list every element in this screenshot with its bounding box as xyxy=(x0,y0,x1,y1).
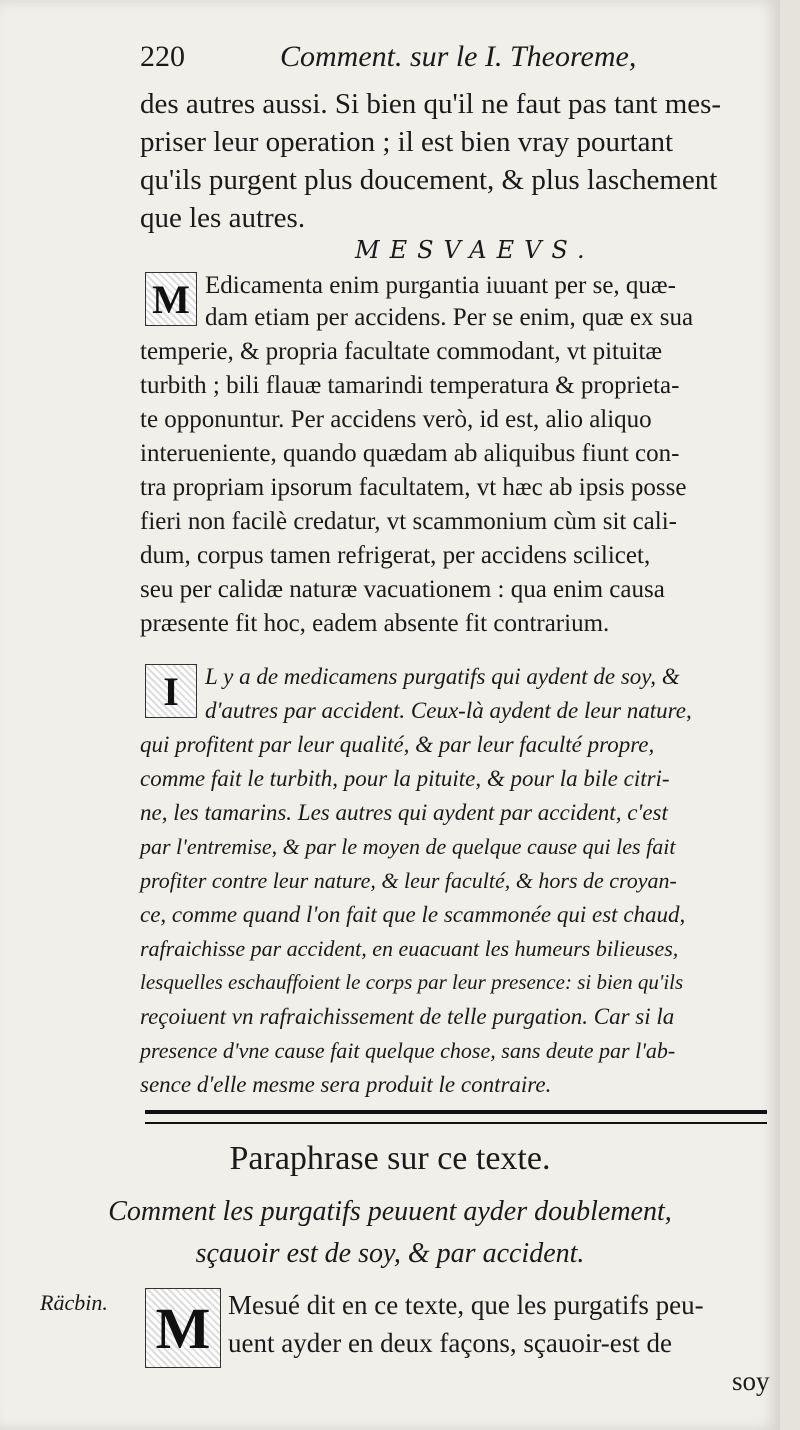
text-line: presence d'vne cause fait quelque chose, sans deute par l'ab- xyxy=(140,1038,676,1063)
text-line: qu'ils purgent plus doucement, & plus laschement xyxy=(140,164,718,196)
text-line: Mesué dit en ce texte, que les purgatifs peu- xyxy=(228,1290,704,1320)
text-line: soy xyxy=(732,1366,770,1396)
margin-note: Räcbin. xyxy=(40,1290,108,1315)
text-line: rafraichisse par accident, en euacuant les humeurs bilieuses, xyxy=(140,936,679,961)
text-line: des autres aussi. Si bien qu'il ne faut pas tant mes- xyxy=(140,88,722,120)
text-line: tra propriam ipsorum facultatem, vt hæc ab ipsis posse xyxy=(140,474,687,501)
text-line: profiter contre leur nature, & leur faculté, & hors de croyan- xyxy=(140,868,677,893)
text-line: temperie, & propria facultate commodant, vt pituitæ xyxy=(140,338,663,365)
text-line: priser leur operation ; il est bien vray pourtant xyxy=(140,126,674,158)
text-line: præsente fit hoc, eadem absente fit contrarium. xyxy=(140,610,610,637)
text-line: comme fait le turbith, pour la pituite, & pour la bile citri- xyxy=(140,766,670,791)
text-line: L y a de medicamens purgatifs qui aydent de soy, & xyxy=(205,664,680,689)
running-header xyxy=(140,40,750,80)
text-line: d'autres par accident. Ceux-là aydent de leur nature, xyxy=(205,698,692,723)
text-line: uent ayder en deux façons, sçauoir-est de xyxy=(228,1328,673,1358)
text-line: seu per calidæ naturæ vacuationem : qua enim causa xyxy=(140,576,665,603)
text-line: turbith ; bili flauæ tamarindi temperatura & proprieta- xyxy=(140,372,680,399)
text-line: Edicamenta enim purgantia iuuant per se, quæ- xyxy=(205,272,676,299)
page-number: 220 xyxy=(140,40,185,73)
text-line: interueniente, quando quædam ab aliquibus fiunt con- xyxy=(140,440,680,467)
text-line: dam etiam per accidens. Per se enim, quæ ex sua xyxy=(205,304,694,331)
running-head: Comment. sur le I. Theoreme, xyxy=(280,40,637,73)
text-line: ne, les tamarins. Les autres qui aydent par accident, c'est xyxy=(140,800,668,825)
text-line: dum, corpus tamen refrigerat, per accidens scilicet, xyxy=(140,542,651,569)
drop-cap-m: M xyxy=(145,272,197,326)
paraphrase-title: Paraphrase sur ce texte. xyxy=(229,1140,551,1177)
section-rule xyxy=(145,1110,767,1124)
drop-cap-i: I xyxy=(145,664,197,718)
paraphrase-subtitle-line: sçauoir est de soy, & par accident. xyxy=(195,1238,585,1269)
text-line: reçoiuent vn rafraichissement de telle purgation. Car si la xyxy=(140,1004,675,1029)
text-line: que les autres. xyxy=(140,202,306,234)
latin-heading: MESVAEVS. xyxy=(355,236,595,264)
drop-cap-m-large: M xyxy=(145,1288,221,1368)
text-line: ce, comme quand l'on fait que le scammonée qui est chaud, xyxy=(140,902,686,927)
text-line: fieri non facilè credatur, vt scammonium cùm sit cali- xyxy=(140,508,677,535)
paraphrase-subtitle-line: Comment les purgatifs peuuent ayder doublement, xyxy=(108,1196,672,1227)
text-line: sence d'elle mesme sera produit le contraire. xyxy=(140,1072,552,1097)
text-line: lesquelles eschauffoient le corps par leur presence: si bien qu'ils xyxy=(140,970,684,994)
text-line: par l'entremise, & par le moyen de quelque cause qui les fait xyxy=(140,834,676,859)
text-line: qui profitent par leur qualité, & par leur faculté propre, xyxy=(140,732,655,757)
text-line: te opponuntur. Per accidens verò, id est, alio aliquo xyxy=(140,406,652,433)
